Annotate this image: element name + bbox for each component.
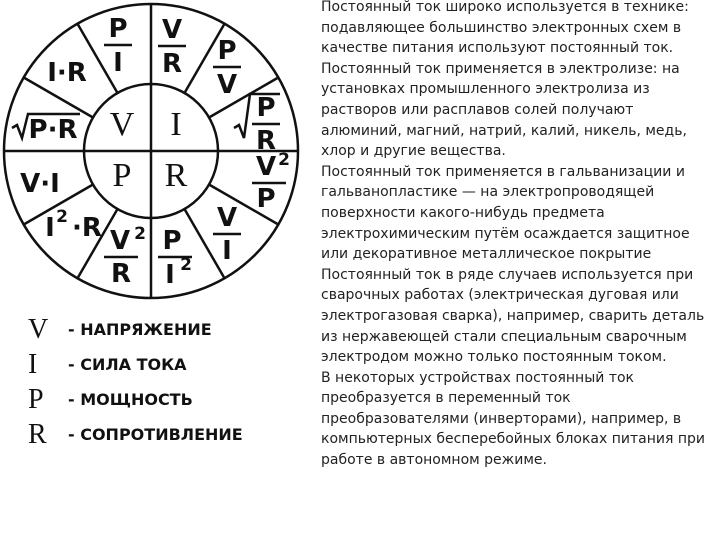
svg-text:2: 2	[134, 224, 146, 244]
svg-text:P·R: P·R	[28, 115, 78, 145]
formula-v-squared-over-p	[252, 150, 290, 214]
formula-i-times-r: I·R	[47, 58, 87, 88]
formula-v-squared-over-r	[104, 224, 146, 289]
legend-symbol: V	[28, 314, 49, 345]
svg-text:V: V	[216, 203, 238, 233]
center-power: P	[112, 157, 132, 194]
svg-text:2: 2	[180, 255, 192, 275]
legend-item-voltage	[28, 315, 318, 345]
svg-text:V: V	[109, 226, 131, 256]
svg-text:R: R	[110, 259, 132, 289]
svg-text:P: P	[256, 93, 276, 123]
svg-text:I: I	[113, 48, 123, 78]
svg-text:I: I	[45, 213, 55, 243]
legend-symbol: P	[28, 384, 44, 415]
legend-symbol: I	[28, 349, 38, 380]
svg-text:P: P	[217, 36, 237, 66]
center-current: I	[170, 106, 182, 143]
svg-text:2: 2	[278, 150, 290, 170]
center-resistance: R	[164, 157, 188, 194]
article-text	[321, 0, 716, 471]
formula-v-times-i: V·I	[20, 169, 60, 199]
svg-text:V: V	[216, 70, 238, 100]
svg-text:V: V	[255, 152, 277, 182]
legend-item-current	[28, 350, 318, 380]
legend-label: - СОПРОТИВЛЕНИЕ	[68, 425, 243, 444]
formula-v-over-i	[213, 203, 241, 266]
svg-text:P: P	[162, 226, 182, 256]
legend-label: - СИЛА ТОКА	[68, 355, 187, 374]
legend-label: - МОЩНОСТЬ	[68, 390, 193, 409]
formula-sqrt-p-times-r	[12, 114, 80, 145]
formula-sqrt-p-over-r	[234, 93, 280, 156]
center-voltage: V	[109, 106, 135, 143]
formula-p-over-v	[213, 36, 241, 100]
svg-text:·R: ·R	[72, 213, 102, 243]
article-paragraph: Постоянный ток применяется в гальванизации и гальванопластике — на электропроводящей поверхности какого-нибудь предмета электрохимическим путём осаждается защитное или декоративное металлическое покрытие	[321, 163, 690, 263]
svg-text:2: 2	[56, 207, 68, 227]
legend-item-resistance	[28, 420, 318, 450]
ohms-law-wheel	[0, 0, 310, 310]
legend-item-power	[28, 385, 318, 415]
article-paragraph: Постоянный ток широко используется в технике: подавляющее большинство электронных схем в качестве питания используют постоянный ток.	[321, 0, 689, 57]
svg-text:R: R	[255, 126, 277, 156]
svg-text:I: I	[222, 236, 232, 266]
formula-i-squared-times-r	[45, 207, 102, 243]
svg-text:P: P	[108, 14, 128, 44]
formula-v-over-r	[158, 15, 186, 79]
article-paragraph: Постоянный ток в ряде случаев используется при сварочных работах (электрическая дуговая или электрогазовая сварка), например, сварить деталь из нержавеющей стали специальным сварочным электродом можно только постоянным током.	[321, 266, 705, 366]
svg-text:P: P	[256, 184, 276, 214]
legend-symbol: R	[28, 419, 47, 450]
article-paragraph: Постоянный ток применяется в электролизе: на установках промышленного электролиза из растворов или расплавов солей получают алюминий, магний, натрий, калий, никель, медь, хлор и другие вещества.	[321, 60, 687, 160]
article-paragraph: В некоторых устройствах постоянный ток преобразуется в переменный ток преобразователями (инверторами), например, в компьютерных бесперебойных блоках питания при работе в автономном режиме.	[321, 369, 705, 469]
svg-text:I: I	[165, 260, 175, 290]
svg-text:V: V	[161, 15, 183, 45]
legend-label: - НАПРЯЖЕНИЕ	[68, 320, 212, 339]
formula-p-over-i	[104, 14, 132, 78]
svg-text:R: R	[161, 49, 183, 79]
formula-p-over-i-squared	[158, 226, 192, 290]
